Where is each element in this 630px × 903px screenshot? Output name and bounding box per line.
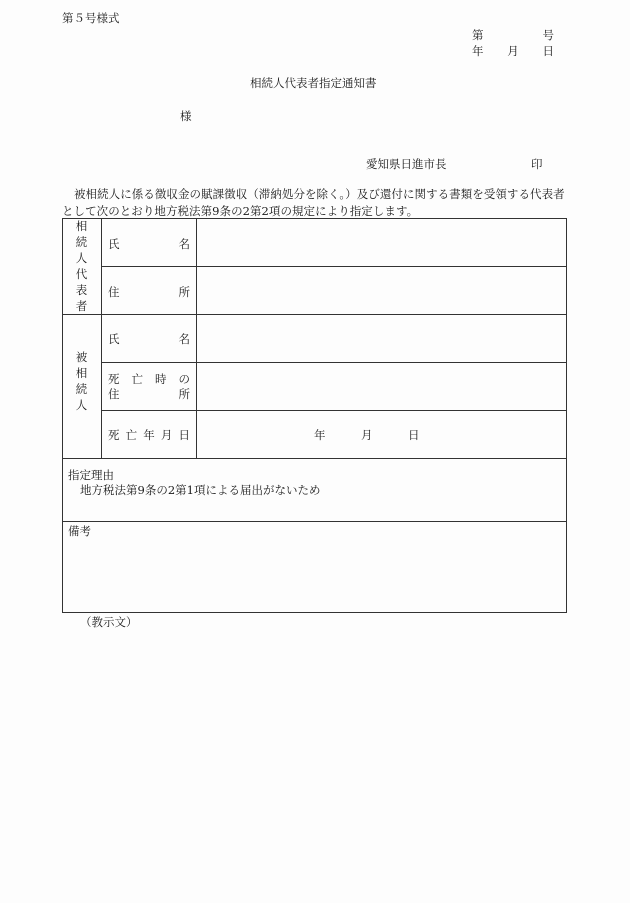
group-char: 続 xyxy=(75,234,88,249)
label-char: 死 xyxy=(108,372,120,386)
number-prefix: 第 xyxy=(472,28,484,42)
label-char: 住 xyxy=(108,285,120,299)
group-char: 被 xyxy=(75,349,88,364)
representative-group-label xyxy=(62,218,101,314)
row-divider xyxy=(101,362,567,363)
row-divider xyxy=(62,458,567,459)
representative-address-label xyxy=(108,284,190,300)
label-char: 所 xyxy=(178,387,190,401)
footer-note: （教示文） xyxy=(80,615,138,629)
row-divider xyxy=(62,521,567,522)
addressee-suffix: 様 xyxy=(180,109,192,123)
form-number: 第５号様式 xyxy=(62,11,120,25)
deceased-group-label xyxy=(62,314,101,458)
representative-name-label xyxy=(108,236,190,252)
label-char: 名 xyxy=(178,237,190,251)
remarks-label: 備考 xyxy=(68,524,91,538)
number-suffix: 号 xyxy=(542,28,554,42)
label-char: 名 xyxy=(178,332,190,346)
label-char: 氏 xyxy=(108,332,120,346)
label-char: 氏 xyxy=(108,237,120,251)
label-char: 日 xyxy=(178,428,190,442)
death-date-month: 月 xyxy=(361,428,373,442)
group-char: 相 xyxy=(75,218,88,233)
label-char: 亡 xyxy=(125,428,138,442)
reason-label: 指定理由 xyxy=(68,468,114,482)
label-char: 亡 xyxy=(131,372,143,386)
label-char: 住 xyxy=(108,387,120,401)
date-year: 年 xyxy=(472,44,484,58)
document-number-line xyxy=(472,27,554,43)
table-divider-label xyxy=(196,218,197,458)
group-char: 人 xyxy=(75,250,88,265)
body-text: 被相続人に係る徴収金の賦課徴収（滞納処分を除く。）及び還付に関する書類を受領する代表者として次のとおり地方税法第9条の2第2項の規定により指定します。 xyxy=(62,187,565,218)
death-address-label-line2 xyxy=(108,386,190,402)
group-char: 表 xyxy=(75,283,88,298)
label-char: 時 xyxy=(155,372,167,386)
group-char: 者 xyxy=(75,299,88,314)
date-day: 日 xyxy=(542,44,554,58)
seal-mark: 印 xyxy=(531,157,543,171)
death-date-label xyxy=(108,427,190,443)
death-date-day: 日 xyxy=(408,428,420,442)
label-char: 月 xyxy=(160,428,173,442)
deceased-name-label xyxy=(108,331,190,347)
table-border-top xyxy=(62,218,567,219)
issuer-name: 愛知県日進市長 xyxy=(366,157,447,171)
table-divider-group xyxy=(101,218,102,458)
group-char: 相 xyxy=(75,365,88,380)
death-address-label-line1 xyxy=(108,371,190,387)
document-title: 相続人代表者指定通知書 xyxy=(250,76,377,90)
group-char: 続 xyxy=(75,382,88,396)
death-date-year: 年 xyxy=(314,428,326,442)
label-char: 年 xyxy=(143,428,155,442)
row-divider xyxy=(101,266,567,267)
group-char: 代 xyxy=(75,267,88,281)
row-divider xyxy=(101,410,567,411)
document-date-line xyxy=(472,43,554,59)
table-border-right xyxy=(566,218,567,613)
label-char: 所 xyxy=(178,285,190,299)
row-divider xyxy=(62,314,567,315)
date-month: 月 xyxy=(507,44,519,58)
reason-text: 地方税法第9条の2第1項による届出がないため xyxy=(80,483,321,497)
group-char: 人 xyxy=(75,398,88,413)
label-char: の xyxy=(178,372,190,386)
label-char: 死 xyxy=(108,428,120,442)
table-border-bottom xyxy=(62,612,567,613)
